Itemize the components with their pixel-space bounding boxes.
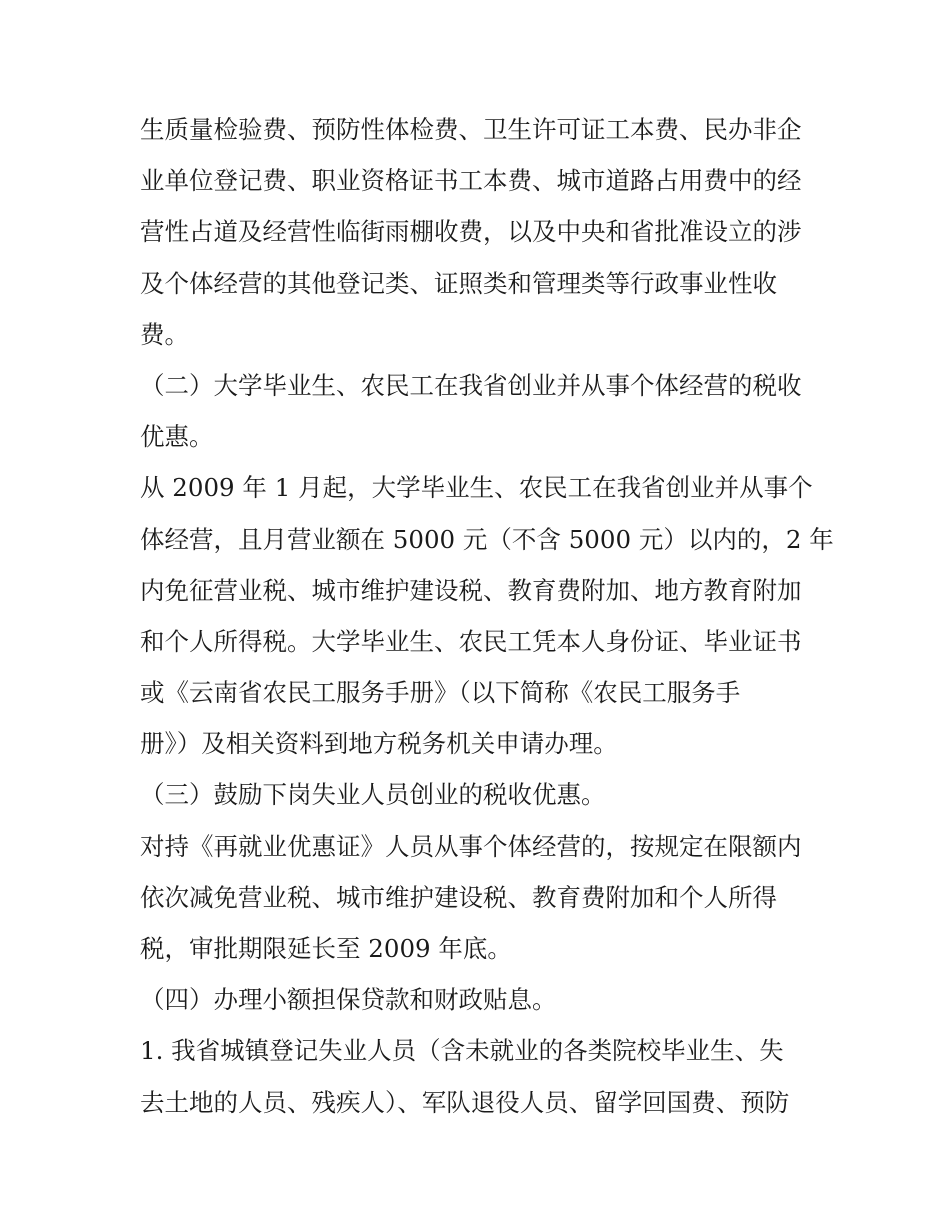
text-line: 和个人所得税。大学毕业生、农民工凭本人身份证、毕业证书 <box>140 626 802 656</box>
text-line: 营性占道及经营性临街雨棚收费，以及中央和省批准设立的涉 <box>140 217 802 247</box>
document-body <box>140 104 834 1128</box>
text-line: 从 2009 年 1 月起，大学毕业生、农民工在我省创业并从事个 <box>140 473 813 503</box>
text-line: 费。 <box>140 319 189 349</box>
section-heading: （四）办理小额担保贷款和财政贴息。 <box>140 985 557 1015</box>
text-line: 对持《再就业优惠证》人员从事个体经营的，按规定在限额内 <box>140 831 802 861</box>
section-heading: （三）鼓励下岗失业人员创业的税收优惠。 <box>140 780 606 810</box>
text-line: 依次减免营业税、城市维护建设税、教育费附加和个人所得 <box>140 882 777 912</box>
text-line: 业单位登记费、职业资格证书工本费、城市道路占用费中的经 <box>140 166 802 196</box>
section-heading: 优惠。 <box>140 422 214 452</box>
section-heading: （二）大学毕业生、农民工在我省创业并从事个体经营的税收 <box>140 370 802 400</box>
text-line: 生质量检验费、预防性体检费、卫生许可证工本费、民办非企 <box>140 115 802 144</box>
text-line: 或《云南省农民工服务手册》（以下简称《农民工服务手 <box>140 678 741 708</box>
text-line: 及个体经营的其他登记类、证照类和管理类等行政事业性收 <box>140 268 777 298</box>
list-item: 去土地的人员、残疾人）、军队退役人员、留学回国费、预防 <box>140 1087 790 1117</box>
text-line: 内免征营业税、城市维护建设税、教育费附加、地方教育附加 <box>140 575 802 605</box>
text-line: 体经营，且月营业额在 5000 元（不含 5000 元）以内的，2 年 <box>140 524 834 554</box>
text-line: 册》）及相关资料到地方税务机关申请办理。 <box>140 729 618 759</box>
text-line: 税，审批期限延长至 2009 年底。 <box>140 934 512 963</box>
list-item: 1. 我省城镇登记失业人员（含未就业的各类院校毕业生、失 <box>140 1036 784 1066</box>
